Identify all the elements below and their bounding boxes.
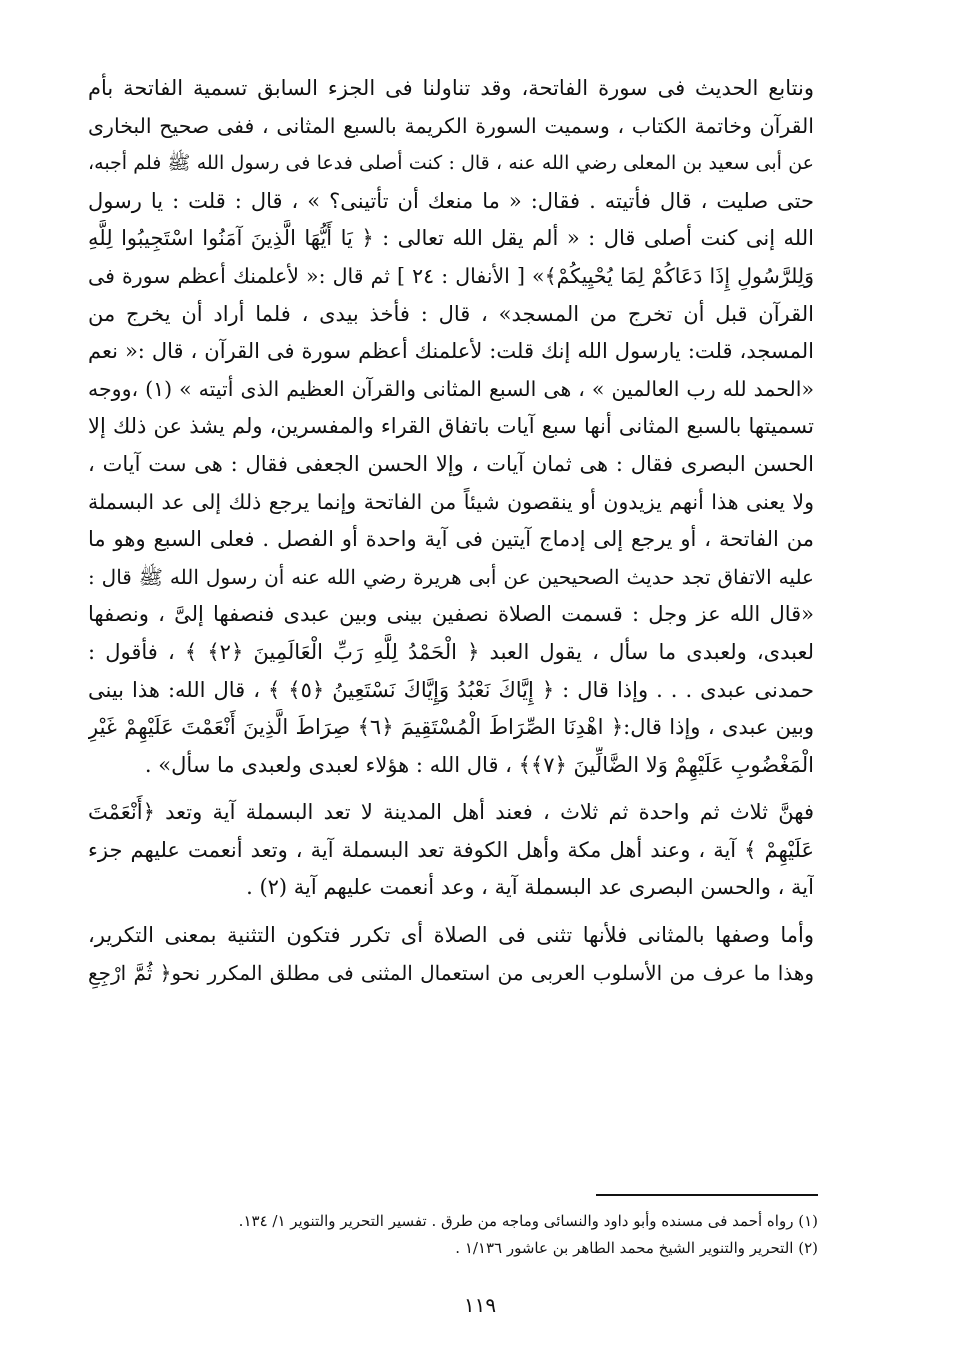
text-line: وبين عبدى ، وإذا قال:﴿ اهْدِنَا الصِّرَاطَ الْمُسْتَقِيمَ ﴿٦﴾ صِرَاطَ الَّذِينَ أَنْعَمْتَ عَلَيْهِمْ غَيْرِ [88, 715, 814, 740]
text-line: عَلَيْهِمْ ﴾ آية ، وعند أهل مكة وأهل الكوفة تعد البسملة آية ، وتعد أنعمت عليهم جزء [88, 837, 814, 862]
text-line: الحسن البصرى فقال : هى ثمان آيات ، وإلا الحسن الجعفى فقال : هى ست آيات ، [88, 451, 814, 476]
text-line: عليه الاتفاق تجد حديث الصحيحين عن أبى هريرة رضي الله عنه أن رسول الله ﷺ قال : [88, 564, 814, 589]
paragraph-1 [88, 70, 814, 784]
text-line: وهذا ما عرف من الأسلوب العربى من استعمال المثنى فى مطلق المكرر نحو﴿ ثُمَّ ارْجِعِ [88, 960, 814, 985]
text-line: المسجد، قلت: يارسول الله إنك قلت: لأعلمنك أعظم سورة فى القرآن ، قال :« نعم [88, 339, 814, 364]
text-line: وَلِلرَّسُولِ إِذَا دَعَاكُمْ لِمَا يُحْيِيكُمْ﴾» [ الأنفال : ٢٤ ] ثم قال :« لأعلمنك أعظم سورة فى [88, 263, 814, 288]
footnotes [88, 1208, 818, 1262]
text-line: ونتابع الحديث فى سورة الفاتحة، وقد تناولنا فى الجزء السابق تسمية الفاتحة بأم [88, 76, 814, 100]
text-line: «قال الله عز وجل : قسمت الصلاة نصفين بينى وبين عبدى فنصفها إلىَّ ، ونصفها [88, 602, 814, 627]
paragraph-3 [88, 917, 814, 992]
text-line: تسميتها بالسبع المثانى أنها سبع آيات باتفاق القراء والمفسرين، ولم يشذ عن ذلك إلا [88, 414, 814, 439]
text-line: القرآن قبل أن تخرج من المسجد» ، قال : فأخذ بيدى ، فلما أراد أن يخرج من [88, 301, 814, 326]
text-line: آية ، والحسن البصرى عد البسملة آية ، وعد أنعمت عليهم آية (٢) . [246, 875, 814, 900]
text-line: حتى صليت ، قال فأتيته . فقال: « ما منعك أن تأتينى؟ » ، قال : قلت : يا رسول [88, 188, 814, 213]
text-line: عن أبى سعيد بن المعلى رضي الله عنه ، قال : كنت أصلى فدعا فى رسول الله ﷺ فلم أجبه، [88, 152, 814, 175]
text-line: القرآن وخاتمة الكتاب ، وسميت السورة الكريمة بالسبع المثانى ، ففى صحيح البخارى [88, 113, 814, 138]
text-line: الله إنى كنت أصلى قال : « ألم يقل الله تعالى : ﴿ يَا أَيُّهَا الَّذِينَ آمَنُوا اسْتَجِيبُوا لِلَّهِ [88, 226, 814, 251]
text-line: الْمَغْضُوبِ عَلَيْهِمْ وَلا الضَّالِّينَ ﴿٧﴾﴾ ، قال الله : هؤلاء لعبدى ولعبدى ما سأل» . [144, 752, 814, 777]
text-line: فهنَّ ثلاث ثم واحدة ثم ثلاث ، فعند أهل المدينة لا تعد البسملة آية وتعد ﴿أَنْعَمْتَ [88, 800, 814, 825]
footnote-separator [596, 1194, 818, 1196]
text-line: وأما وصفها بالمثانى فلأنها تثنى فى الصلاة أى تكرر فتكون التثنية بمعنى التكرير، [88, 923, 814, 948]
text-line: من الفاتحة ، أو يرجع إلى إدماج آيتين فى آية واحدة أو الفصل . فعلى السبع وهو ما [88, 527, 814, 552]
footnote-2: (٢) التحرير والتنوير الشيخ محمد الطاهر بن عاشور ١/١٣٦ . [455, 1239, 818, 1257]
text-line: حمدنى عبدى . . . وإذا قال : ﴿ إِيَّاكَ نَعْبُدُ وَإِيَّاكَ نَسْتَعِينُ ﴿٥﴾ ﴾ ، قال الله: هذا بينى [88, 677, 814, 702]
main-text [88, 70, 814, 992]
text-line: ولا يعنى هذا أنهم يزيدون أو ينقصون شيئاً من الفاتحة وإنما يرجع ذلك إلى عد البسملة [88, 489, 814, 514]
page-number: ١١٩ [463, 1293, 497, 1317]
text-line: «الحمد لله رب العالمين » ، هى السبع المثانى والقرآن العظيم الذى أتيته » (١) ،ووجه [88, 376, 814, 401]
paragraph-2 [88, 794, 814, 907]
text-line: لعبدى، ولعبدى ما سأل ، يقول العبد ﴿ الْحَمْدُ لِلَّهِ رَبِّ الْعَالَمِينَ ﴿٢﴾ ﴾ ، فأقول : [88, 639, 814, 664]
footnote-1: (١) رواه أحمد فى مسنده وأبو داود والنسائى وماجه من طرق . تفسير التحرير والتنوير ١/ ١٣٤. [238, 1212, 818, 1230]
